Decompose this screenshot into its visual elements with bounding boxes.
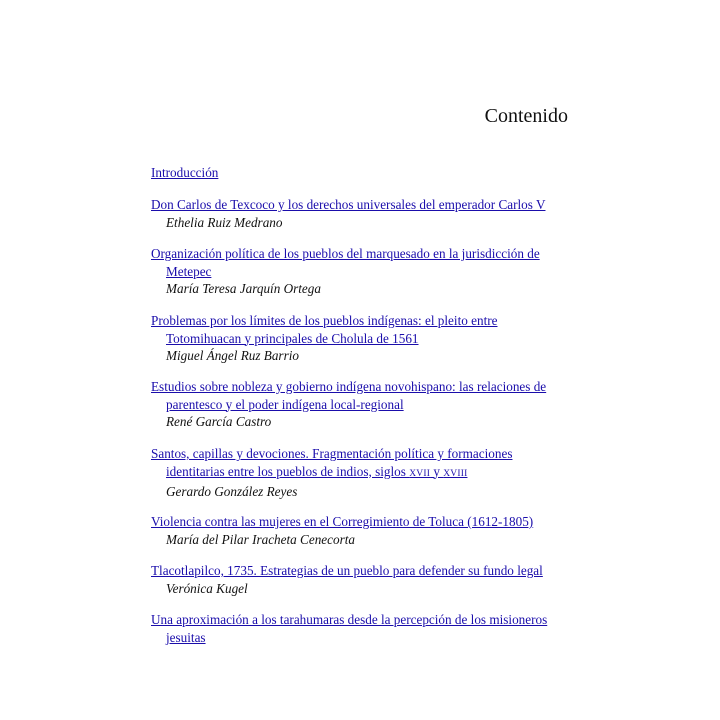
toc-link-tarahumaras[interactable]: Una aproximación a los tarahumaras desde la percepción de los misioneros jesuitas	[151, 612, 548, 645]
toc-entry-introduccion	[151, 164, 218, 182]
toc-author: Gerardo González Reyes	[166, 484, 298, 499]
toc-author: Verónica Kugel	[166, 580, 248, 596]
toc-link-introduccion[interactable]: Introducción	[151, 165, 219, 180]
toc-author: María del Pilar Iracheta Cenecorta	[166, 531, 355, 547]
toc-author: María Teresa Jarquín Ortega	[166, 281, 321, 296]
toc-entry-santos-capillas	[151, 445, 571, 501]
toc-link-santos-capillas[interactable]	[151, 445, 571, 483]
toc-entry-problemas-limites	[151, 312, 571, 365]
century-numeral: XVII	[409, 468, 431, 479]
century-numeral: XVIII	[443, 468, 468, 479]
toc-link-text: Santos, capillas y devociones. Fragmentación política y formaciones identitarias entre los pueblos de indios, siglos	[151, 446, 513, 479]
toc-link-tlacotlapilco[interactable]: Tlacotlapilco, 1735. Estrategias de un pueblo para defender su fundo legal	[151, 563, 543, 578]
toc-link-organizacion-politica[interactable]: Organización política de los pueblos del marquesado en la jurisdicción de Metepec	[151, 246, 540, 279]
toc-entry-organizacion-politica	[151, 245, 571, 298]
toc-link-violencia-mujeres[interactable]: Violencia contra las mujeres en el Corregimiento de Toluca (1612-1805)	[151, 514, 534, 529]
toc-link-text: y	[430, 463, 444, 479]
toc-author: Ethelia Ruiz Medrano	[166, 214, 283, 230]
toc-author: René García Castro	[166, 414, 272, 429]
toc-entry-estudios-nobleza	[151, 378, 571, 431]
toc-link-estudios-nobleza[interactable]: Estudios sobre nobleza y gobierno indígena novohispano: las relaciones de parentesco y el poder indígena local-regional	[151, 379, 547, 412]
toc-entry-tarahumaras	[151, 611, 571, 646]
toc-link-problemas-limites[interactable]: Problemas por los límites de los pueblos indígenas: el pleito entre Totomihuacan y principales de Cholula de 1561	[151, 313, 498, 346]
toc-link-don-carlos[interactable]: Don Carlos de Texcoco y los derechos universales del emperador Carlos V	[151, 197, 546, 212]
toc-entry-don-carlos	[151, 196, 545, 231]
toc-author: Miguel Ángel Ruz Barrio	[166, 348, 299, 363]
page-title: Contenido	[484, 105, 568, 127]
toc-entry-tlacotlapilco	[151, 562, 543, 597]
toc-entry-violencia-mujeres	[151, 513, 533, 548]
